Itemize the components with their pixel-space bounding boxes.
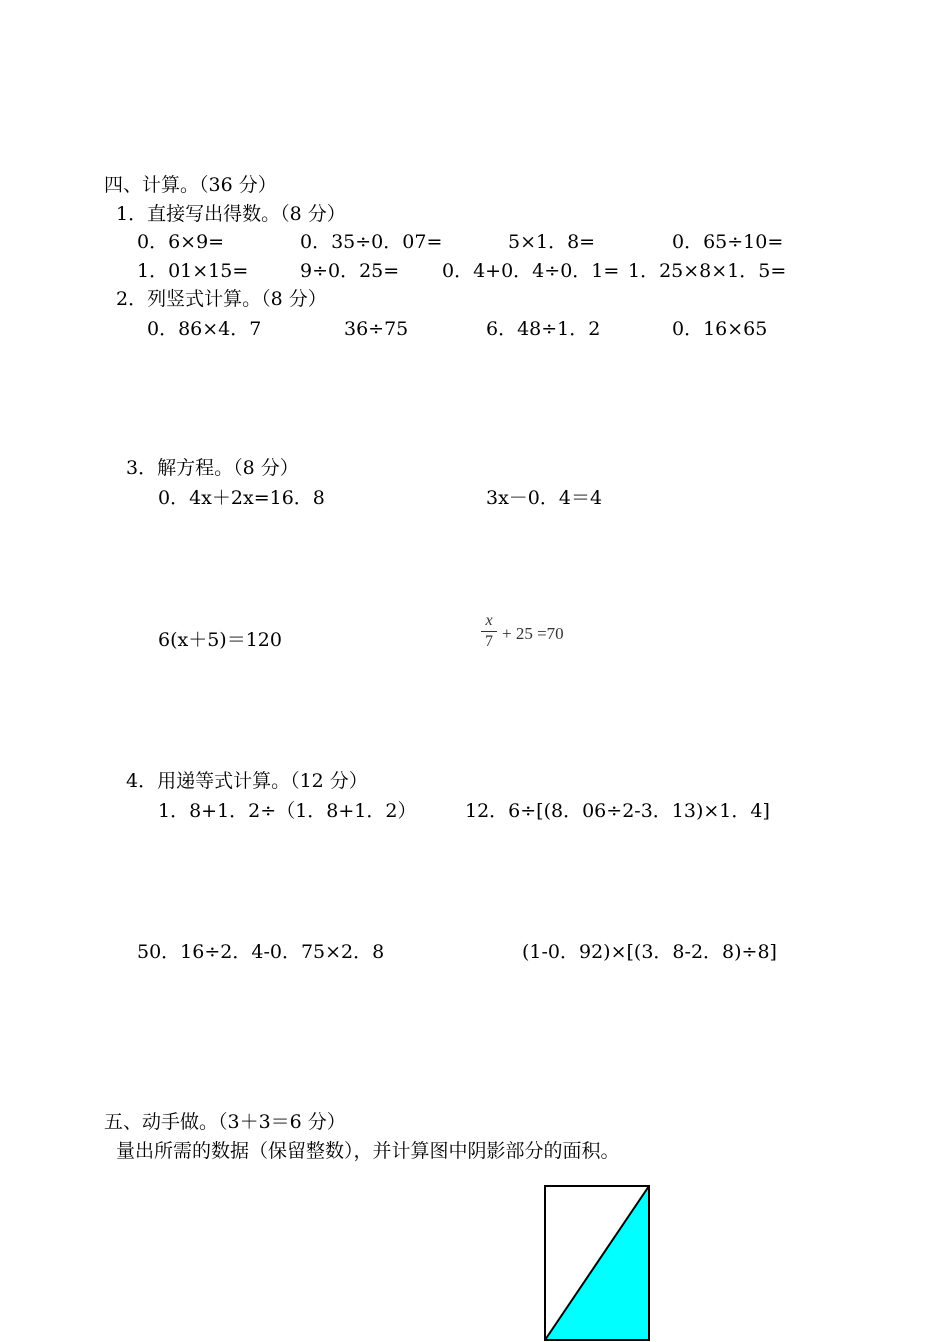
q2-item: 36÷75 [344, 318, 409, 340]
q2-item: 0．86×4．7 [147, 318, 262, 340]
q2-title: 2．列竖式计算。（8 分） [116, 288, 327, 310]
section4-heading: 四、计算。（36 分） [104, 174, 277, 196]
q1-item: 0．6×9= [137, 231, 225, 253]
q4-title: 4．用递等式计算。（12 分） [126, 770, 368, 792]
q2-item: 0．16×65 [672, 318, 768, 340]
q3-item: 6(x＋5)＝120 [158, 629, 282, 651]
section5-instruction: 量出所需的数据（保留整数），并计算图中阴影部分的面积。 [116, 1140, 620, 1162]
q3-item: 0．4x＋2x=16．8 [158, 487, 325, 509]
q4-item: (1-0．92)×[(3．8-2．8)÷8] [522, 941, 777, 963]
q1-item: 9÷0．25= [300, 260, 400, 282]
q1-item: 1．01×15= [137, 260, 249, 282]
q3-item: 3x－0．4＝4 [486, 487, 603, 509]
q1-item: 5×1．8= [508, 231, 596, 253]
q1-item: 0．35÷0．07= [300, 231, 443, 253]
fraction-equation-rest: + 25 =70 [502, 624, 564, 643]
q3-title: 3．解方程。（8 分） [126, 457, 299, 479]
q4-item: 12．6÷[(8．06÷2-3．13)×1．4] [465, 800, 770, 822]
q4-item: 1．8+1．2÷（1．8+1．2） [158, 800, 417, 822]
fraction-denominator: 7 [485, 633, 493, 650]
section5-heading: 五、动手做。（3＋3＝6 分） [104, 1111, 346, 1133]
q4-item: 50．16÷2．4-0．75×2．8 [137, 941, 385, 963]
q1-title: 1．直接写出得数。（8 分） [116, 203, 346, 225]
q2-item: 6．48÷1．2 [486, 318, 601, 340]
fraction-numerator: x [485, 612, 493, 629]
q1-item: 1．25×8×1．5= [628, 260, 787, 282]
q1-item: 0．65÷10= [672, 231, 784, 253]
q1-item: 0．4+0．4÷0．1= [442, 260, 620, 282]
